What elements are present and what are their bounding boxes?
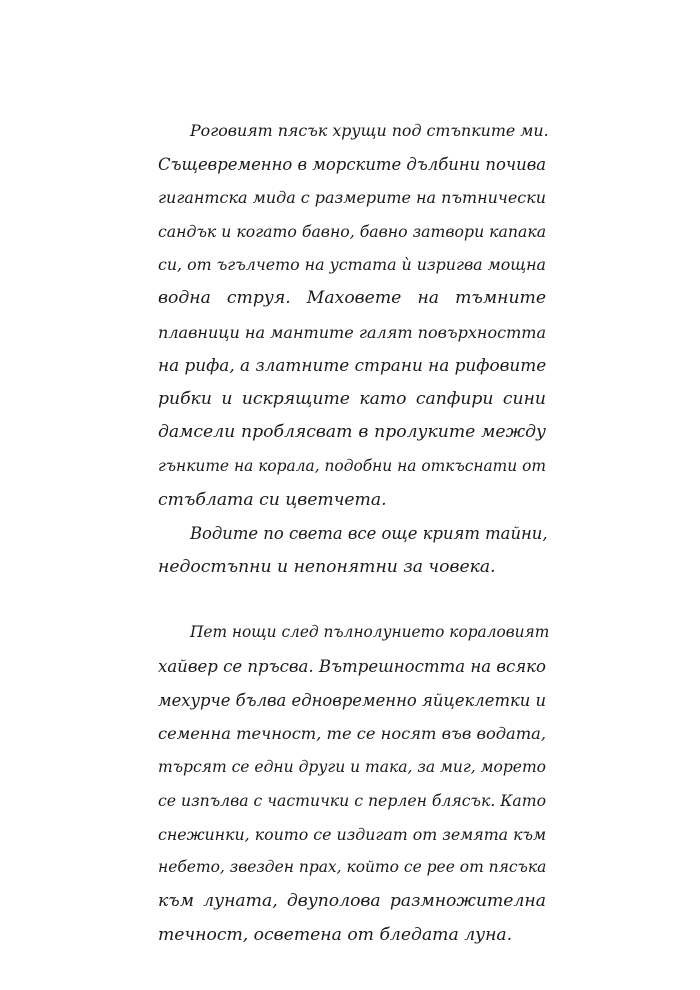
text-line: Водите по света все още крият тайни, xyxy=(190,524,548,544)
text-line: сандък и когато бавно, бавно затвори капака xyxy=(158,221,547,241)
text-line: небето, звезден прах, който се рее от пясъка xyxy=(158,858,547,877)
paragraph-2 xyxy=(158,517,546,584)
paragraph-3 xyxy=(158,616,550,952)
text-line: Роговият пясък хрущи под стъпките ми. xyxy=(190,121,549,140)
text-line: недостъпни и непонятни за човека. xyxy=(158,556,496,577)
text-line: Същевременно в морските дълбини почива xyxy=(158,154,547,174)
text-line: мехурче бълва едновременно яйцеклетки и xyxy=(158,690,547,710)
text-line: плавници на мантите галят повърхността xyxy=(158,322,547,342)
paragraph-1 xyxy=(158,114,549,517)
text-line: гънките на корала, подобни на откъснати от xyxy=(158,456,546,475)
text-line: водна струя. Маховете на тъмните xyxy=(158,287,546,308)
text-line: гигантска мида с размерите на пътнически xyxy=(158,188,547,208)
section-break xyxy=(158,584,546,616)
text-line: течност, осветена от бледата луна. xyxy=(158,924,513,945)
text-line: търсят се едни други и така, за миг, морето xyxy=(158,757,546,776)
text-line: се изпълва с частички с перлен блясък. Като xyxy=(158,791,546,811)
text-line: снежинки, които се издигат от земята към xyxy=(158,824,547,844)
text-line: Пет нощи след пълнолунието кораловият xyxy=(190,623,550,642)
text-line: дамсели проблясват в пролуките между xyxy=(158,422,546,443)
body-text xyxy=(158,114,550,952)
text-line: рибки и искрящите като сапфири сини xyxy=(158,388,546,409)
text-line: към луната, двуполова размножителна xyxy=(158,891,546,912)
text-line: семенна течност, те се носят във водата, xyxy=(158,724,546,744)
text-line: хайвер се пръсва. Вътрешността на всяко xyxy=(158,656,546,676)
text-line: си, от ъгълчето на устата ѝ изригва мощна xyxy=(158,255,546,275)
text-line: стъблата си цветчета. xyxy=(158,489,387,510)
text-line: на рифа, а златните страни на рифовите xyxy=(158,355,547,376)
